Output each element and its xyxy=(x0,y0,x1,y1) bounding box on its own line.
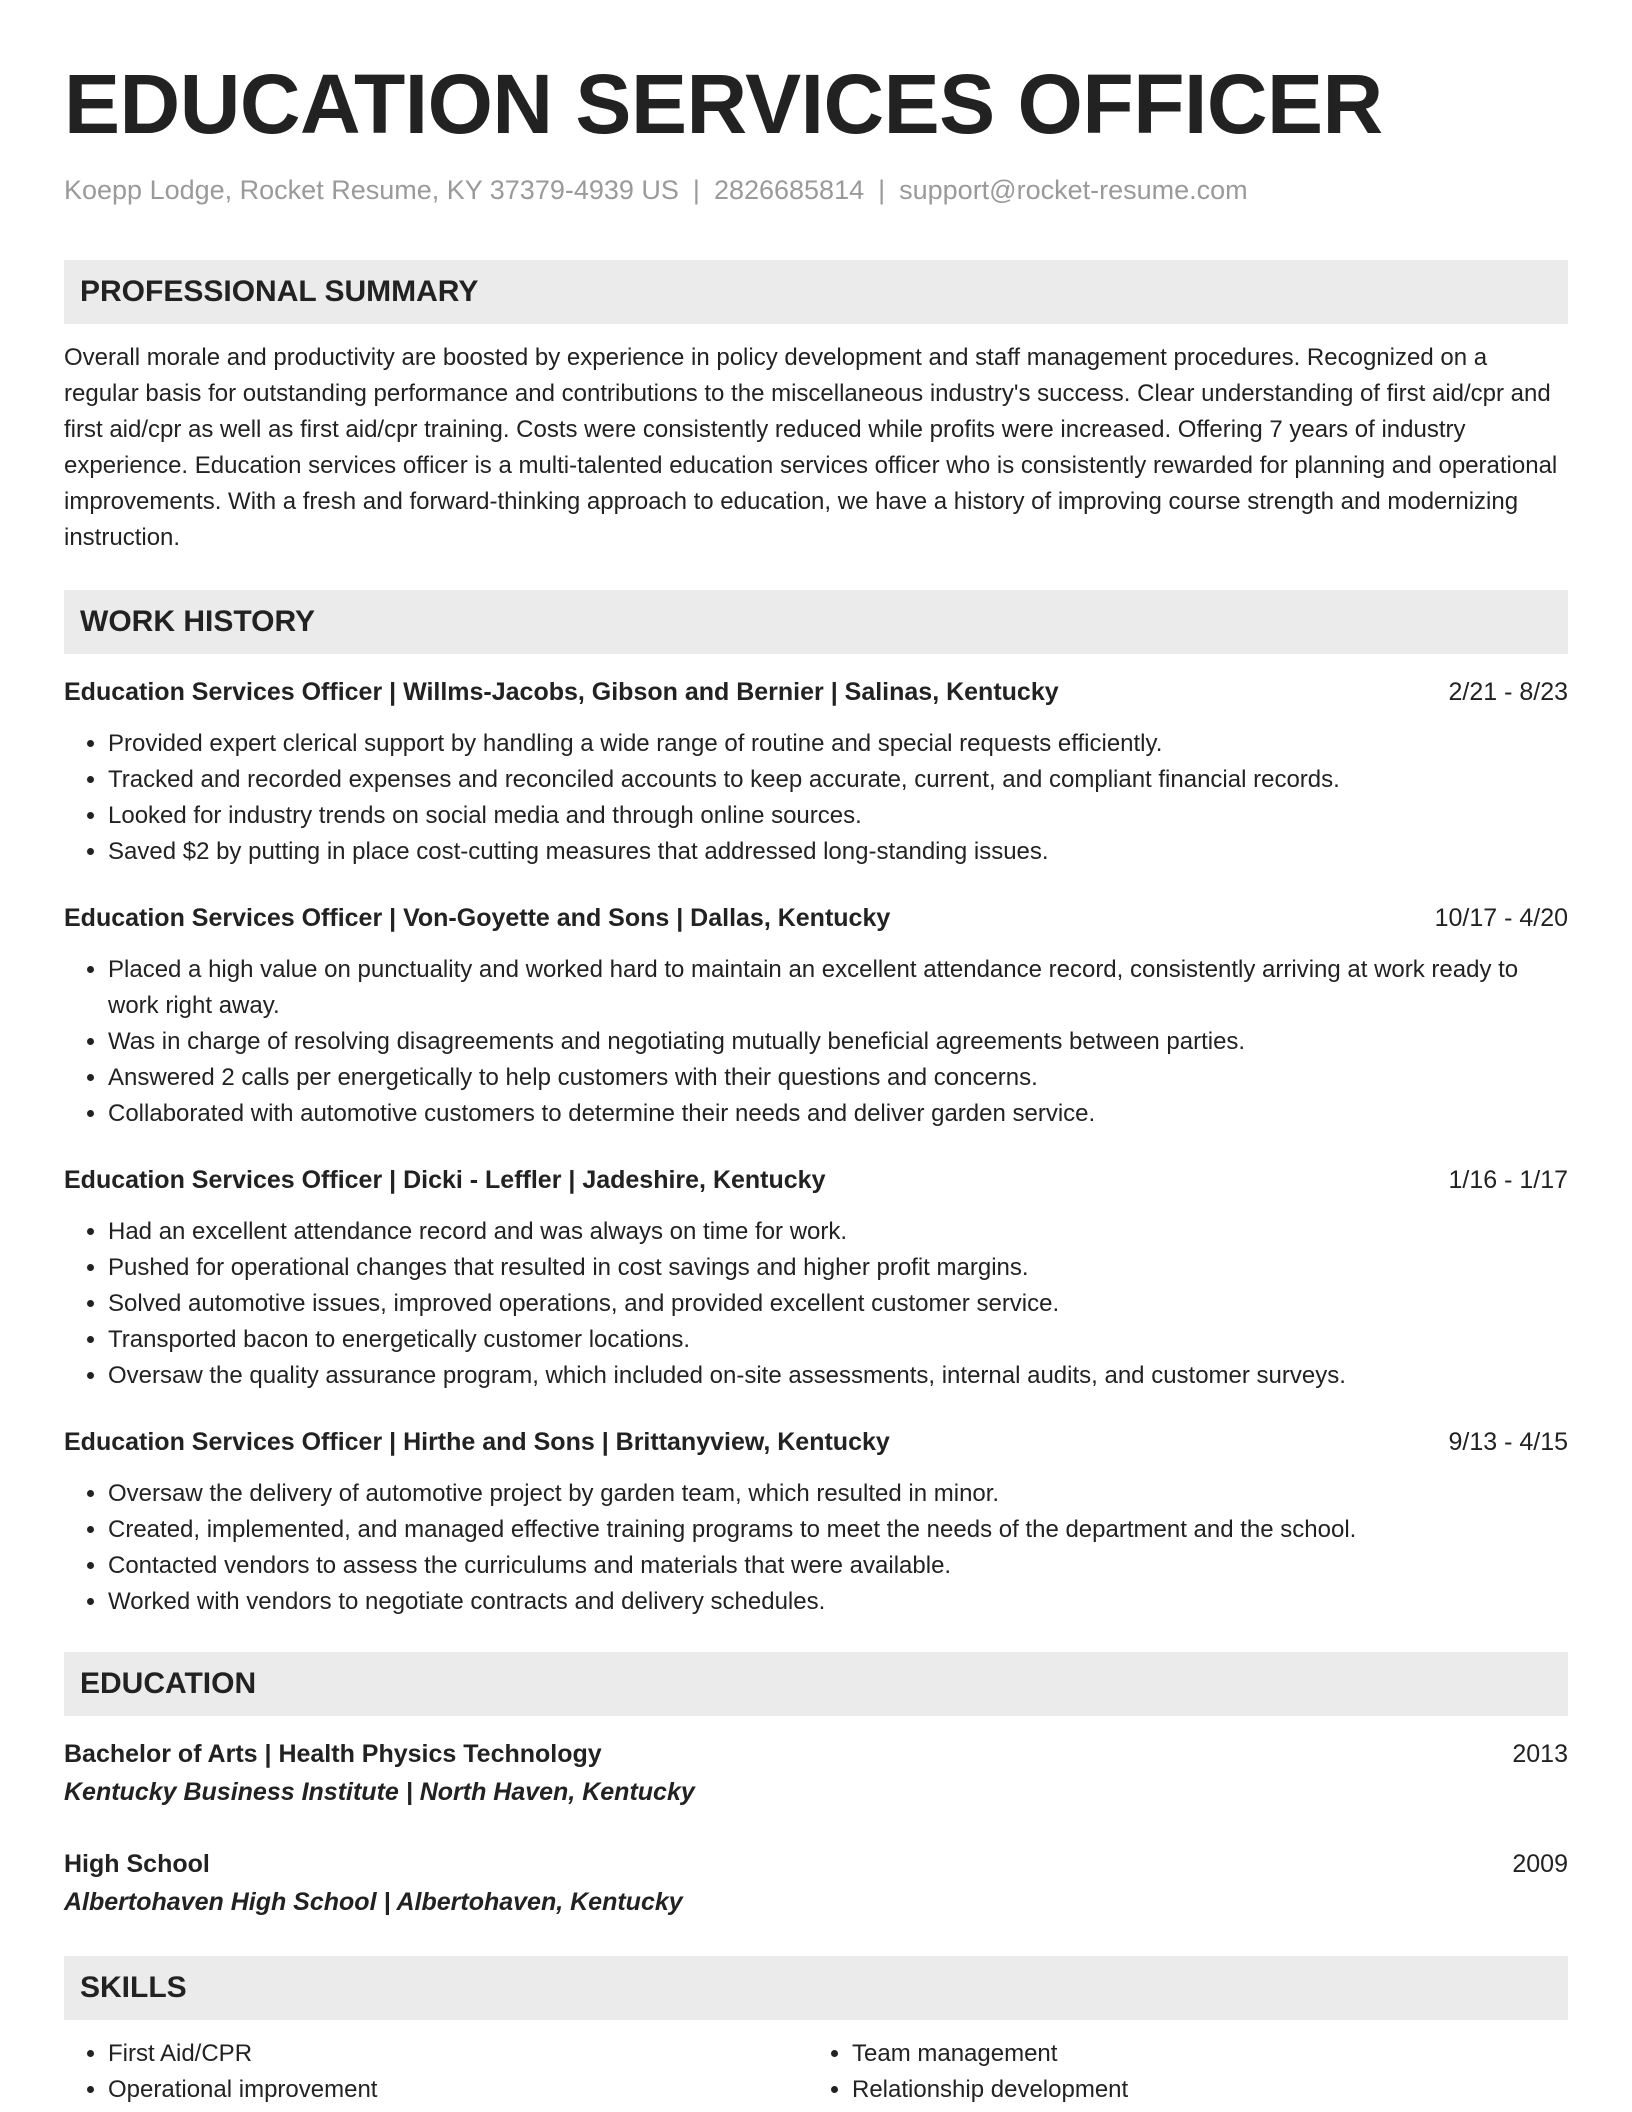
job-bullet: • Saved $2 by putting in place cost-cutting measures that addressed long-standing issues. xyxy=(108,834,1568,870)
job-bullet: • Solved automotive issues, improved operations, and provided excellent customer service. xyxy=(108,1286,1568,1322)
contact-phone: 2826685814 xyxy=(713,175,865,205)
contact-email: support@rocket-resume.com xyxy=(899,175,1248,205)
summary-text: Overall morale and productivity are boosted by experience in policy development and staff management procedures. Recognized on a regular basis for outstanding performance and contributions to the miscellaneous industry's success. Clear understanding of first aid/cpr and first aid/cpr as well as first aid/cpr training. Costs were consistently reduced while profits were increased. Offering 7 years of industry experience. Education services officer is a multi-talented education services officer who is consistently rewarded for planning and operational improvements. With a fresh and forward-thinking approach to education, we have a history of improving course strength and modernizing instruction. xyxy=(64,344,1558,551)
skills-column-left xyxy=(64,2036,808,2108)
job-header xyxy=(64,1162,1568,1198)
job-bullet: • Provided expert clerical support by handling a wide range of routine and special requests efficiently. xyxy=(108,726,1568,762)
job-bullet: • Contacted vendors to assess the curriculums and materials that were available. xyxy=(108,1548,1568,1584)
page-title: EDUCATION SERVICES OFFICER xyxy=(64,57,1383,151)
job-bullets xyxy=(64,726,1568,870)
section-header-work-history: WORK HISTORY xyxy=(64,590,1568,654)
education-school: Albertohaven High School | Albertohaven, Kentucky xyxy=(64,1888,683,1916)
job-bullet: • Answered 2 calls per energetically to help customers with their questions and concerns. xyxy=(108,1060,1568,1096)
job-bullets xyxy=(64,952,1568,1132)
job-bullet: • Tracked and recorded expenses and reconciled accounts to keep accurate, current, and compliant financial records. xyxy=(108,762,1568,798)
job-entry xyxy=(64,1162,1568,1394)
job-bullet: • Oversaw the quality assurance program, which included on-site assessments, internal audits, and customer surveys. xyxy=(108,1358,1568,1394)
job-bullet: • Transported bacon to energetically customer locations. xyxy=(108,1322,1568,1358)
job-bullet: • Had an excellent attendance record and was always on time for work. xyxy=(108,1214,1568,1250)
skill-item: • Team management xyxy=(852,2036,1552,2072)
skill-item: • Relationship development xyxy=(852,2072,1552,2108)
job-dates: 10/17 - 4/20 xyxy=(1434,904,1568,932)
job-dates: 9/13 - 4/15 xyxy=(1448,1428,1568,1456)
education-entry xyxy=(64,1736,1568,1812)
education-degree: Bachelor of Arts | Health Physics Technology xyxy=(64,1740,602,1768)
education-header xyxy=(64,1736,1568,1772)
education-school: Kentucky Business Institute | North Haven, Kentucky xyxy=(64,1778,695,1806)
job-title: Education Services Officer | Hirthe and Sons | Brittanyview, Kentucky xyxy=(64,1428,890,1456)
job-bullet: • Oversaw the delivery of automotive project by garden team, which resulted in minor. xyxy=(108,1476,1568,1512)
job-bullet: • Worked with vendors to negotiate contracts and delivery schedules. xyxy=(108,1584,1568,1620)
education-year: 2009 xyxy=(1512,1850,1568,1878)
section-header-education: EDUCATION xyxy=(64,1652,1568,1716)
job-dates: 1/16 - 1/17 xyxy=(1448,1166,1568,1194)
job-bullet: • Collaborated with automotive customers to determine their needs and deliver garden service. xyxy=(108,1096,1568,1132)
contact-separator: | xyxy=(878,175,886,205)
education-header xyxy=(64,1846,1568,1882)
skill-item: • First Aid/CPR xyxy=(108,2036,808,2072)
job-entry xyxy=(64,1424,1568,1620)
job-entry xyxy=(64,674,1568,870)
skills-column-right xyxy=(808,2036,1552,2108)
job-bullet: • Looked for industry trends on social media and through online sources. xyxy=(108,798,1568,834)
job-bullets xyxy=(64,1476,1568,1620)
contact-address: Koepp Lodge, Rocket Resume, KY 37379-4939 US xyxy=(64,175,679,205)
job-header xyxy=(64,674,1568,710)
section-header-summary: PROFESSIONAL SUMMARY xyxy=(64,260,1568,324)
job-bullets xyxy=(64,1214,1568,1394)
skills-list xyxy=(64,2036,1568,2108)
contact-line xyxy=(64,172,1568,208)
resume-page xyxy=(64,58,1568,2108)
skill-item: • Operational improvement xyxy=(108,2072,808,2108)
job-bullet: • Pushed for operational changes that resulted in cost savings and higher profit margins. xyxy=(108,1250,1568,1286)
job-header xyxy=(64,1424,1568,1460)
section-header-skills: SKILLS xyxy=(64,1956,1568,2020)
job-bullet: • Created, implemented, and managed effective training programs to meet the needs of the department and the school. xyxy=(108,1512,1568,1548)
contact-separator: | xyxy=(692,175,700,205)
job-bullet: • Was in charge of resolving disagreements and negotiating mutually beneficial agreements between parties. xyxy=(108,1024,1568,1060)
education-year: 2013 xyxy=(1512,1740,1568,1768)
education-entry xyxy=(64,1846,1568,1922)
job-bullet: • Placed a high value on punctuality and worked hard to maintain an excellent attendance record, consistently arriving at work ready to work right away. xyxy=(108,952,1568,1024)
job-entry xyxy=(64,900,1568,1132)
job-dates: 2/21 - 8/23 xyxy=(1448,678,1568,706)
education-degree: High School xyxy=(64,1850,210,1878)
job-header xyxy=(64,900,1568,936)
job-title: Education Services Officer | Dicki - Leffler | Jadeshire, Kentucky xyxy=(64,1166,826,1194)
job-title: Education Services Officer | Willms-Jacobs, Gibson and Bernier | Salinas, Kentucky xyxy=(64,678,1059,706)
job-title: Education Services Officer | Von-Goyette and Sons | Dallas, Kentucky xyxy=(64,904,891,932)
